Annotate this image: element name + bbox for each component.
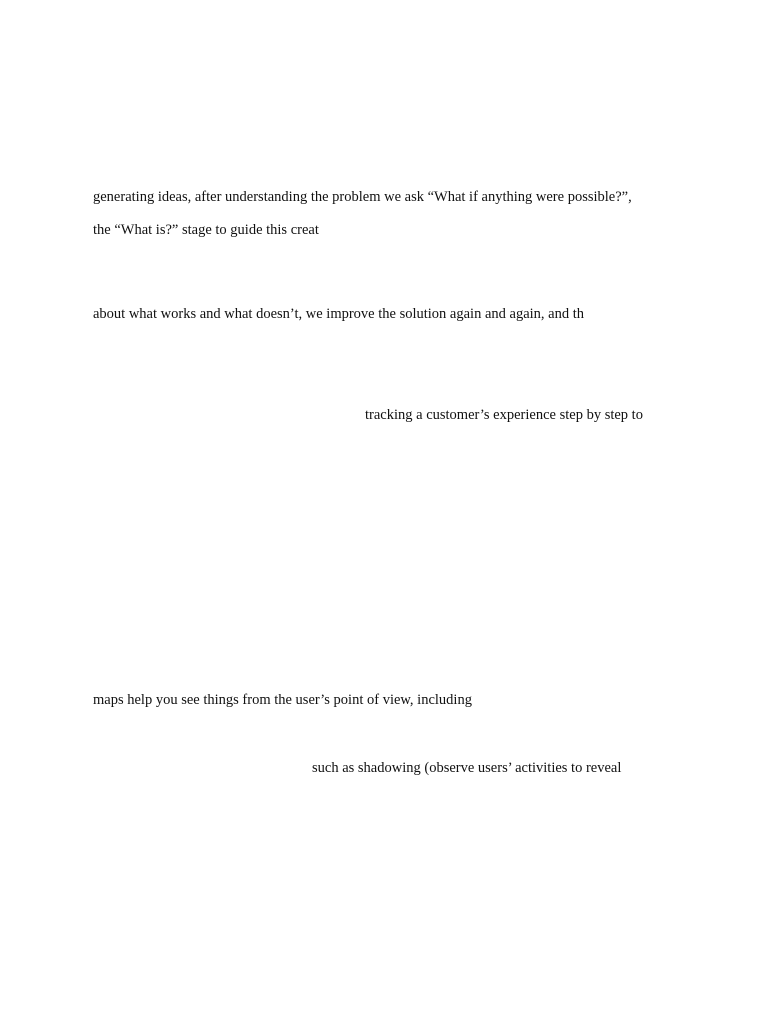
text-line-1: generating ideas, after understanding the problem we ask “What if anything were possible?”,: [93, 189, 632, 205]
text-line-6: such as shadowing (observe users’ activities to reveal: [312, 760, 622, 776]
text-line-3: about what works and what doesn’t, we improve the solution again and again, and th: [93, 306, 585, 322]
text-line-4: tracking a customer’s experience step by step to: [365, 407, 643, 423]
text-line-2: the “What is?” stage to guide this creat: [93, 222, 319, 238]
text-line-5: maps help you see things from the user’s point of view, including: [93, 692, 472, 708]
